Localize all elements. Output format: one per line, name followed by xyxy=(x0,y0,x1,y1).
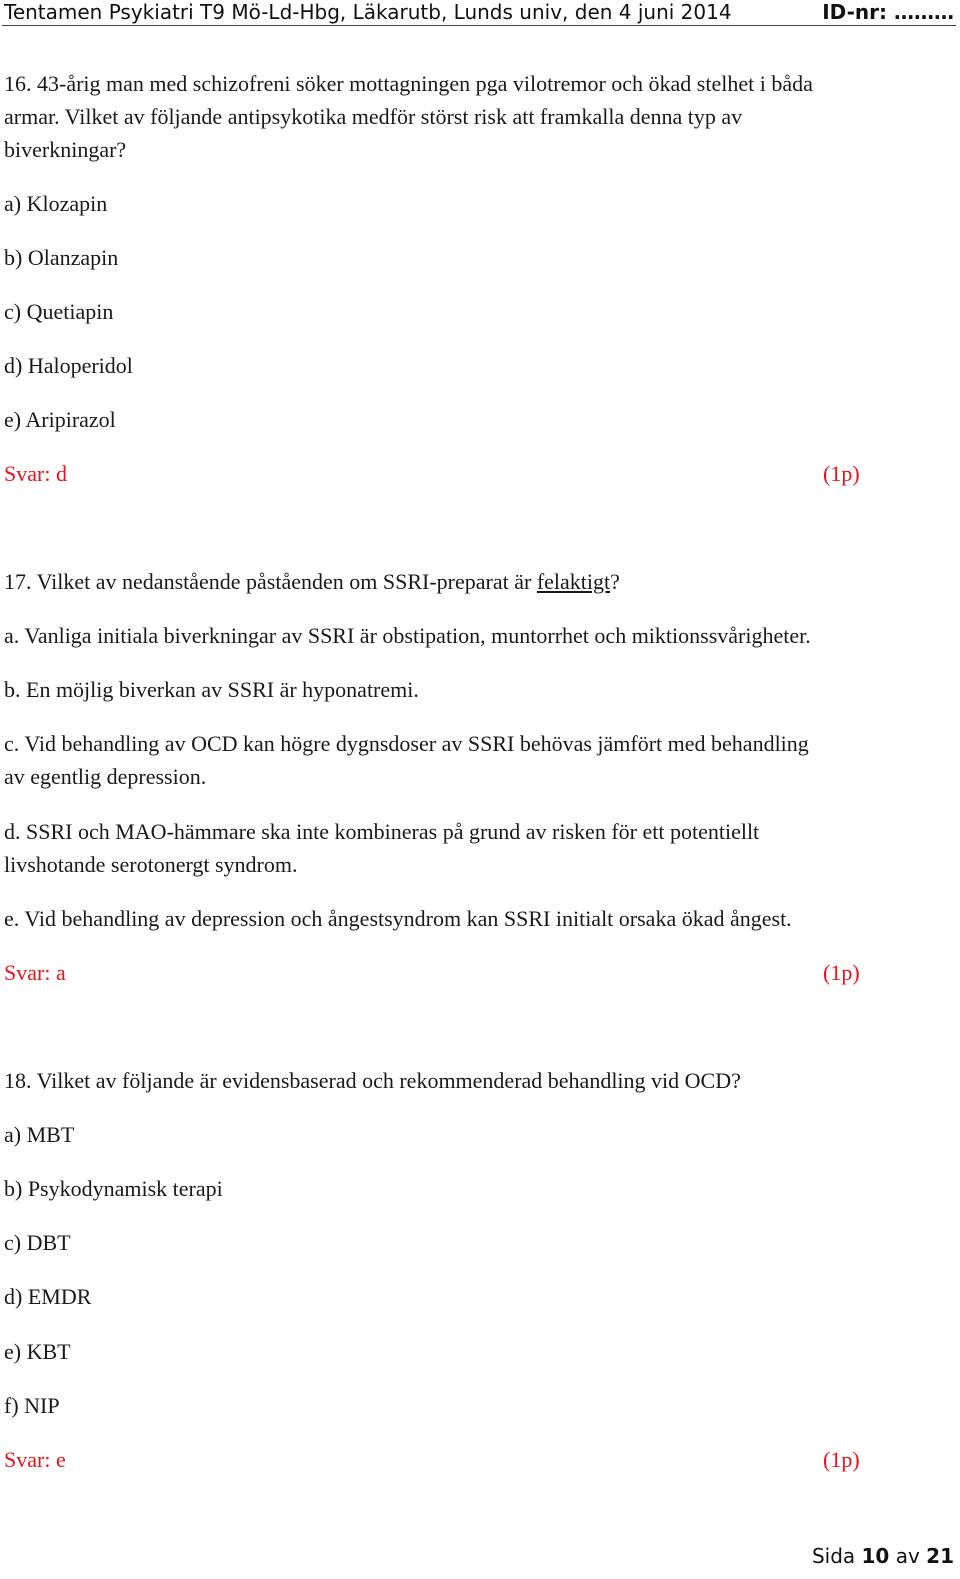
question-17-points: (1p) xyxy=(823,960,860,985)
question-18-option-a: a) MBT xyxy=(4,1122,75,1147)
question-17-option-b: b. En möjlig biverkan av SSRI är hyponatremi. xyxy=(4,677,419,702)
question-17-option-a: a. Vanliga initiala biverkningar av SSRI är obstipation, muntorrhet och miktionssvårigheter. xyxy=(4,623,811,648)
question-16-points: (1p) xyxy=(823,461,860,486)
question-16-option-d: d) Haloperidol xyxy=(4,353,133,378)
question-17-option-c-line-2: av egentlig depression. xyxy=(4,764,207,789)
question-17-option-d-line-1: d. SSRI och MAO-hämmare ska inte kombineras på grund av risken för ett potentiellt xyxy=(4,819,760,844)
question-17-option-e: e. Vid behandling av depression och ångestsyndrom kan SSRI initialt orsaka ökad ångest. xyxy=(4,906,792,931)
page-total: 21 xyxy=(926,1544,954,1568)
question-16-option-c: c) Quetiapin xyxy=(4,299,114,324)
question-16-option-b: b) Olanzapin xyxy=(4,245,119,270)
id-number-field: ID-nr: ……… xyxy=(822,0,954,24)
question-17-stem-emphasis: felaktigt xyxy=(536,569,611,594)
question-17-answer: Svar: a xyxy=(4,960,66,985)
question-16-option-a: a) Klozapin xyxy=(4,191,108,216)
question-17-stem-text: 17. Vilket av nedanstående påståenden om SSRI-preparat är xyxy=(4,569,537,594)
page-word: Sida xyxy=(811,1544,856,1568)
question-16-stem-line-3: biverkningar? xyxy=(4,137,127,162)
page-number xyxy=(812,1544,954,1568)
question-18-option-e: e) KBT xyxy=(4,1339,71,1364)
question-18-answer: Svar: e xyxy=(4,1447,66,1472)
question-18-points: (1p) xyxy=(823,1447,860,1472)
question-16-stem-line-2: armar. Vilket av följande antipsykotika medför störst risk att framkalla denna typ av xyxy=(4,104,743,129)
exam-title: Tentamen Psykiatri T9 Mö-Ld-Hbg, Läkarutb, Lunds univ, den 4 juni 2014 xyxy=(4,0,732,24)
question-17-option-d-line-2: livshotande serotonergt syndrom. xyxy=(4,852,298,877)
page-header xyxy=(4,0,954,24)
question-18-option-b: b) Psykodynamisk terapi xyxy=(4,1176,223,1201)
page-current: 10 xyxy=(861,1544,890,1568)
question-18-option-c: c) DBT xyxy=(4,1230,71,1255)
header-divider xyxy=(2,25,956,26)
question-17-option-c-line-1: c. Vid behandling av OCD kan högre dygnsdoser av SSRI behövas jämfört med behandling xyxy=(4,731,809,756)
of-word: av xyxy=(895,1544,920,1568)
question-17-stem-end: ? xyxy=(610,569,620,594)
question-18-stem: 18. Vilket av följande är evidensbaserad och rekommenderad behandling vid OCD? xyxy=(4,1068,741,1093)
question-17-stem xyxy=(4,565,620,598)
question-18-option-f: f) NIP xyxy=(4,1393,60,1418)
question-16-answer: Svar: d xyxy=(4,461,67,486)
question-16-stem-line-1: 16. 43-årig man med schizofreni söker mottagningen pga vilotremor och ökad stelhet i båda xyxy=(4,71,813,96)
question-18-option-d: d) EMDR xyxy=(4,1284,92,1309)
question-16-option-e: e) Aripirazol xyxy=(4,407,116,432)
